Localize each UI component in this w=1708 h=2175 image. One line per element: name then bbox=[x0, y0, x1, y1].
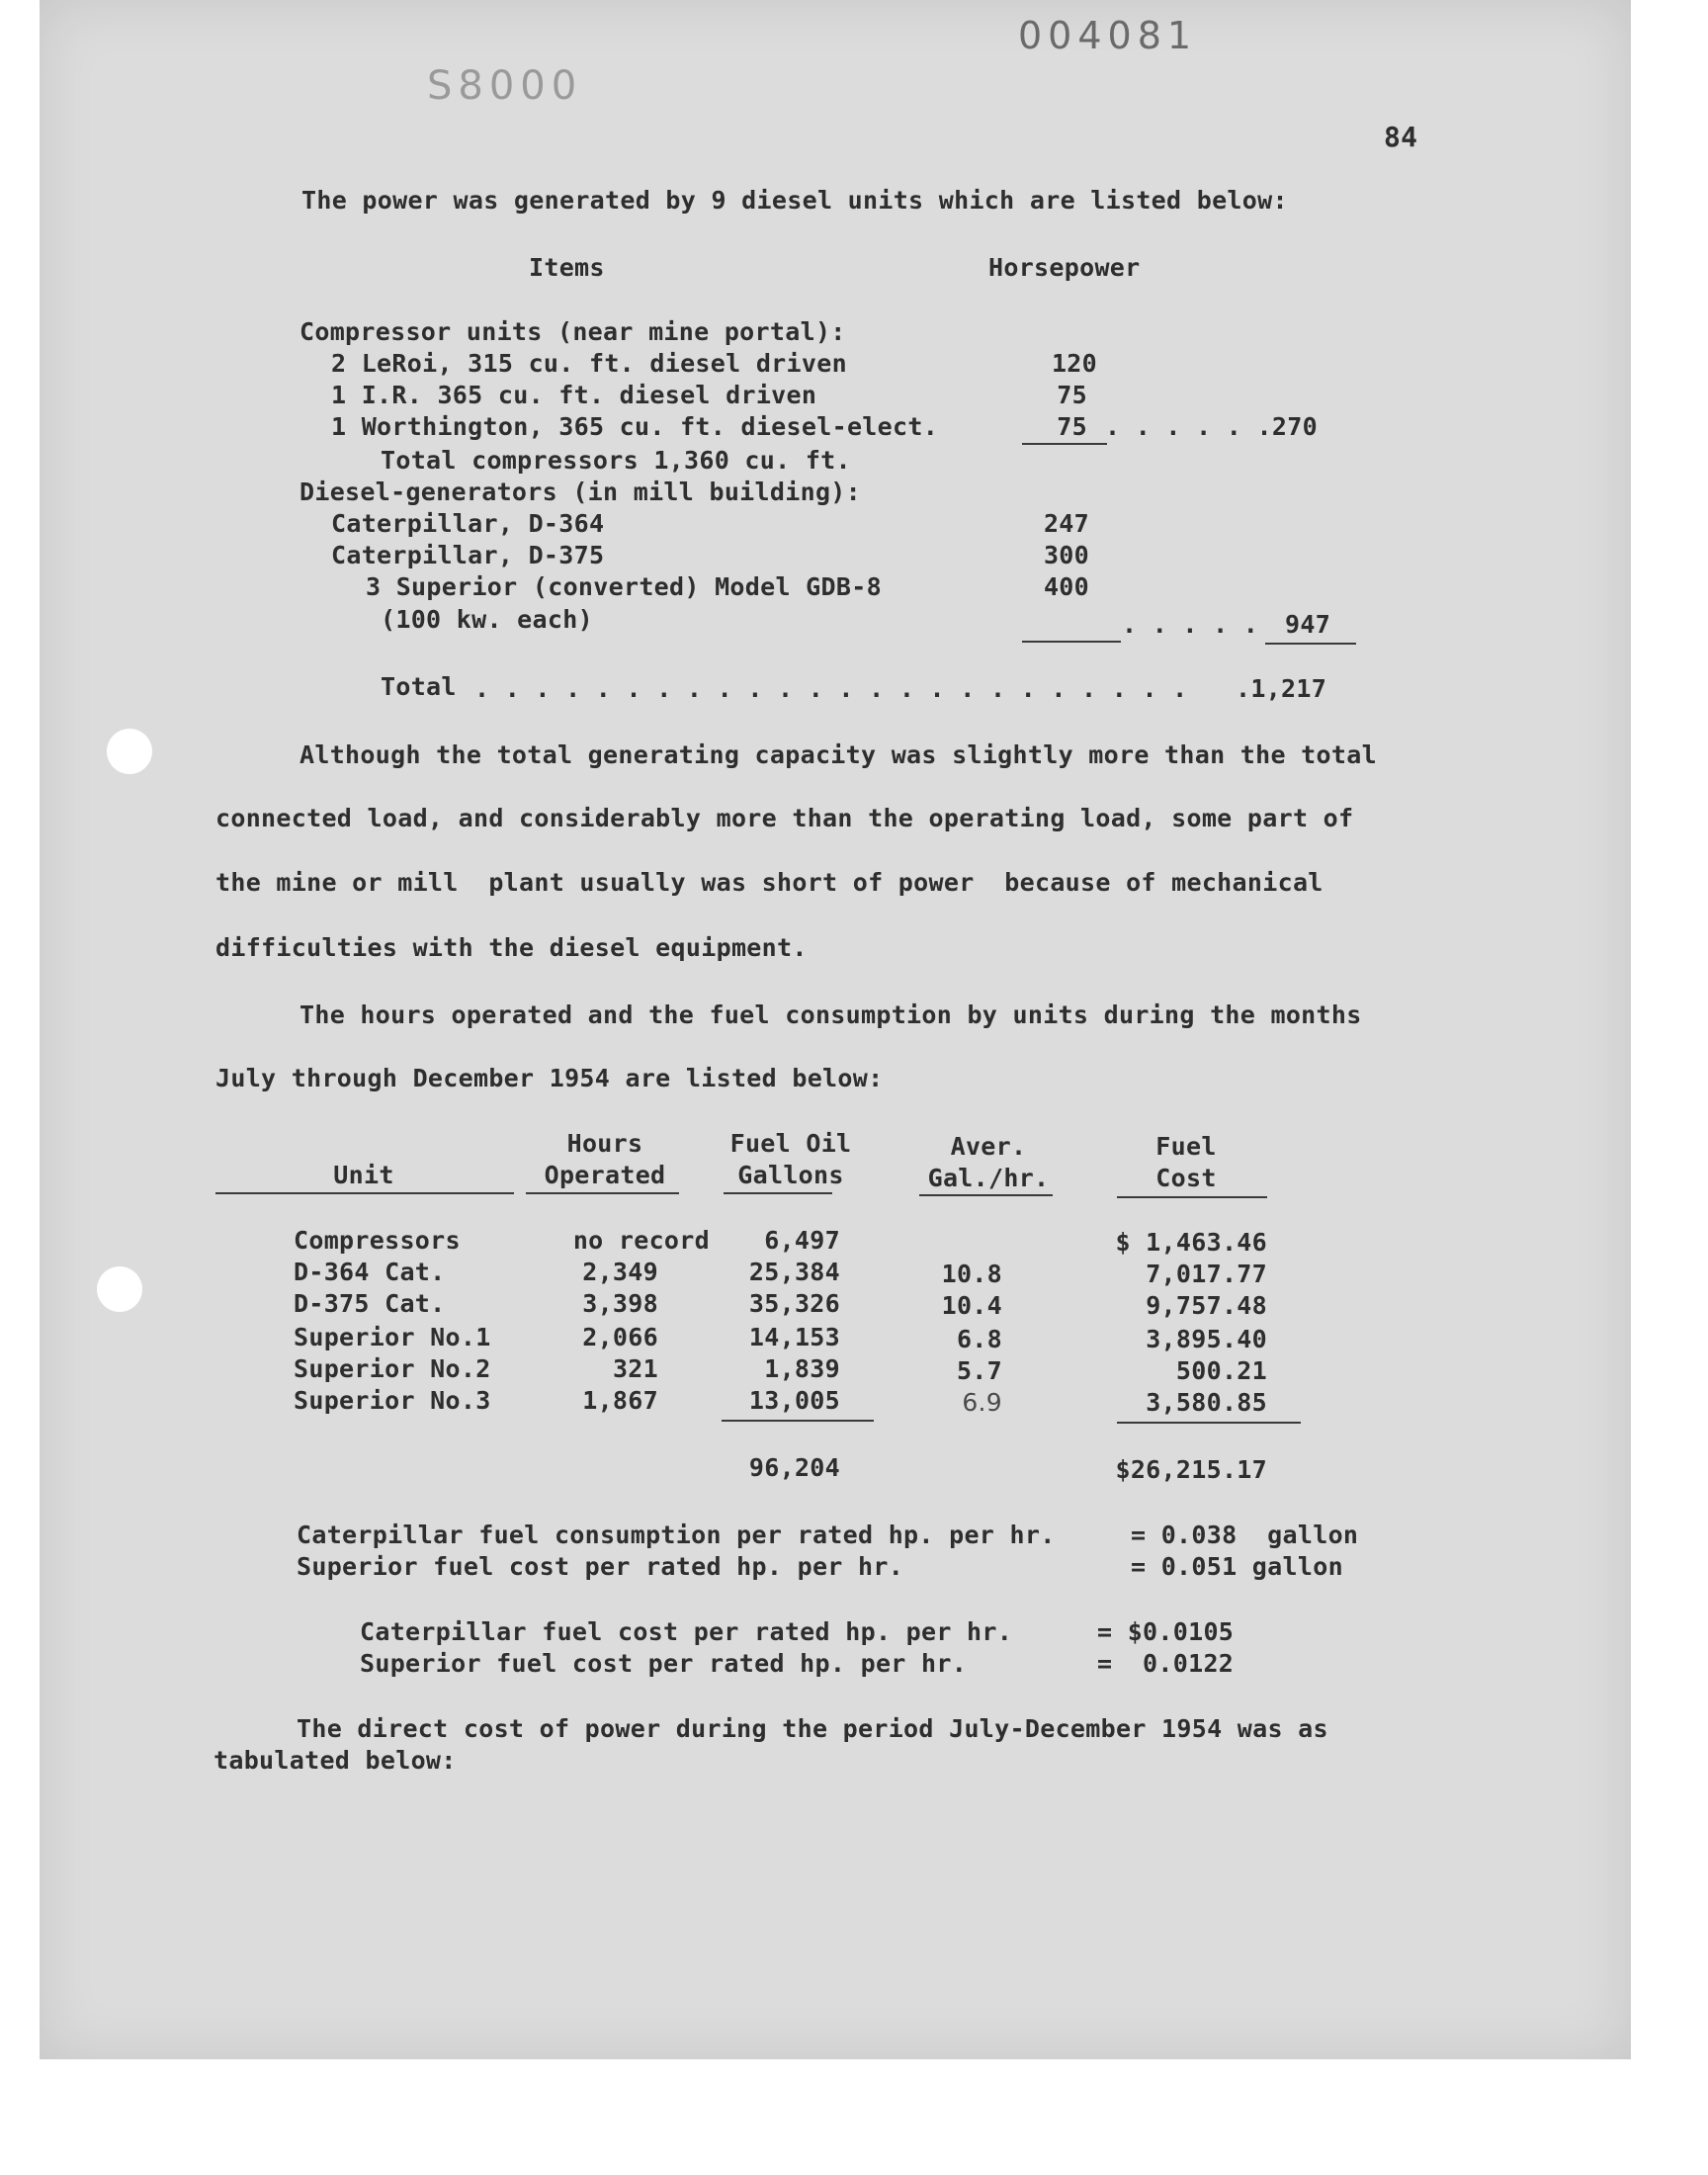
fuel-unit: D-364 Cat. bbox=[294, 1258, 446, 1286]
fuel-gallons: 1,839 bbox=[764, 1354, 840, 1383]
compressor-row-label: 1 Worthington, 365 cu. ft. diesel-elect. bbox=[331, 412, 939, 441]
fuel-gallons: 25,384 bbox=[748, 1258, 840, 1286]
generator-heading: Diesel-generators (in mill building): bbox=[299, 478, 861, 506]
compressor-row-hp: 75 bbox=[1057, 412, 1087, 441]
intro-text: The power was generated by 9 diesel units which are listed below: bbox=[301, 186, 1288, 215]
gallons-sum-underline bbox=[722, 1420, 874, 1422]
compressor-row-hp: 75 bbox=[1057, 381, 1087, 409]
generator-row-hp: 400 bbox=[1043, 572, 1089, 601]
page-number: 84 bbox=[1384, 121, 1418, 153]
total-cost: $26,215.17 bbox=[1115, 1455, 1267, 1484]
fuel-gallons: 14,153 bbox=[748, 1323, 840, 1351]
fuel-gallons: 35,326 bbox=[748, 1289, 840, 1318]
fuel-avg: 6.9 bbox=[962, 1388, 1002, 1417]
generator-subtotal-underline bbox=[1265, 643, 1356, 645]
punch-hole-bottom bbox=[97, 1266, 142, 1312]
fuel-avg: 6.8 bbox=[956, 1325, 1002, 1353]
fuel-header-gallons-2: Gallons bbox=[737, 1161, 844, 1189]
generator-row-label: Caterpillar, D-364 bbox=[331, 509, 605, 538]
fuel-header-underline-cost bbox=[1117, 1196, 1267, 1198]
compressor-total-note: Total compressors 1,360 cu. ft. bbox=[381, 446, 851, 475]
fuel-hours: 1,867 bbox=[582, 1386, 658, 1415]
generator-row-label: Caterpillar, D-375 bbox=[331, 541, 605, 569]
fuel-avg: 10.4 bbox=[941, 1291, 1002, 1320]
fuel-header-avg-2: Gal./hr. bbox=[927, 1164, 1050, 1192]
consumption-value: = 0.038 gallon bbox=[1131, 1521, 1359, 1549]
total-dots: . . . . . . . . . . . . . . . . . . . . . . . . bbox=[474, 674, 1188, 703]
fuel-hours: 3,398 bbox=[582, 1289, 658, 1318]
consumption-label: Caterpillar fuel consumption per rated hp. per hr. bbox=[297, 1521, 1056, 1549]
total-value: .1,217 bbox=[1236, 674, 1327, 703]
fuel-cost: 7,017.77 bbox=[1146, 1260, 1267, 1288]
generator-row-label: 3 Superior (converted) Model GDB-8 bbox=[366, 572, 882, 601]
cost-per-hp-value: = 0.0122 bbox=[1097, 1649, 1235, 1678]
fuel-cost: 500.21 bbox=[1175, 1356, 1267, 1385]
paragraph-line: Although the total generating capacity was slightly more than the total bbox=[299, 740, 1377, 769]
fuel-header-underline-avg bbox=[919, 1194, 1053, 1196]
fuel-cost: 3,580.85 bbox=[1146, 1388, 1267, 1417]
fuel-unit: Superior No.1 bbox=[294, 1323, 491, 1351]
closing-line: The direct cost of power during the period July-December 1954 was as bbox=[297, 1714, 1328, 1743]
compressor-row-hp: 120 bbox=[1051, 349, 1097, 378]
fuel-header-unit: Unit bbox=[333, 1161, 394, 1189]
fuel-header-hours-2: Operated bbox=[544, 1161, 666, 1189]
cost-per-hp-value: = $0.0105 bbox=[1097, 1617, 1235, 1646]
fuel-header-underline-unit bbox=[215, 1192, 514, 1194]
compressor-heading: Compressor units (near mine portal): bbox=[299, 317, 846, 346]
paragraph-line: connected load, and considerably more than the operating load, some part of bbox=[215, 804, 1354, 832]
generator-note: (100 kw. each) bbox=[381, 605, 593, 634]
fuel-header-underline-gallons bbox=[724, 1192, 832, 1194]
fuel-cost: 9,757.48 bbox=[1146, 1291, 1267, 1320]
fuel-header-hours-1: Hours bbox=[566, 1129, 643, 1158]
paragraph-line: The hours operated and the fuel consumption by units during the months bbox=[299, 1000, 1362, 1029]
fuel-gallons: 13,005 bbox=[748, 1386, 840, 1415]
compressor-row-label: 1 I.R. 365 cu. ft. diesel driven bbox=[331, 381, 817, 409]
fuel-unit: Superior No.3 bbox=[294, 1386, 491, 1415]
consumption-label: Superior fuel cost per rated hp. per hr. bbox=[297, 1552, 904, 1581]
stamp-number-top-right: 004081 bbox=[1018, 14, 1198, 57]
fuel-header-cost-2: Cost bbox=[1155, 1164, 1217, 1192]
fuel-header-cost-1: Fuel bbox=[1155, 1132, 1217, 1161]
horsepower-header: Horsepower bbox=[988, 253, 1141, 282]
fuel-hours: 2,066 bbox=[582, 1323, 658, 1351]
fuel-cost: 3,895.40 bbox=[1146, 1325, 1267, 1353]
cost-sum-underline bbox=[1117, 1422, 1301, 1424]
compressor-hp-underline bbox=[1022, 443, 1107, 445]
compressor-subtotal: . . . . . .270 bbox=[1105, 412, 1318, 441]
fuel-unit: Compressors bbox=[294, 1226, 461, 1255]
fuel-hours: no record bbox=[572, 1226, 710, 1255]
paragraph-line: July through December 1954 are listed below: bbox=[215, 1064, 884, 1092]
paragraph-line: the mine or mill plant usually was short of power because of mechanical bbox=[215, 868, 1324, 897]
paragraph-line: difficulties with the diesel equipment. bbox=[215, 933, 808, 962]
generator-row-hp: 247 bbox=[1043, 509, 1089, 538]
fuel-cost: $ 1,463.46 bbox=[1115, 1228, 1267, 1257]
generator-subtotal: 947 bbox=[1285, 610, 1331, 639]
punch-hole-top bbox=[107, 729, 152, 774]
fuel-hours: 321 bbox=[612, 1354, 658, 1383]
compressor-row-label: 2 LeRoi, 315 cu. ft. diesel driven bbox=[331, 349, 847, 378]
fuel-hours: 2,349 bbox=[582, 1258, 658, 1286]
generator-subtotal-dots: . . . . . bbox=[1122, 610, 1259, 639]
fuel-unit: D-375 Cat. bbox=[294, 1289, 446, 1318]
fuel-header-gallons-1: Fuel Oil bbox=[729, 1129, 852, 1158]
fuel-unit: Superior No.2 bbox=[294, 1354, 491, 1383]
cost-per-hp-label: Superior fuel cost per rated hp. per hr. bbox=[360, 1649, 968, 1678]
fuel-header-underline-hours bbox=[526, 1192, 679, 1194]
generator-hp-underline bbox=[1022, 641, 1121, 643]
total-label: Total bbox=[381, 672, 457, 701]
fuel-avg: 5.7 bbox=[956, 1356, 1002, 1385]
items-header: Items bbox=[529, 253, 605, 282]
generator-row-hp: 300 bbox=[1043, 541, 1089, 569]
consumption-value: = 0.051 gallon bbox=[1131, 1552, 1343, 1581]
fuel-header-avg-1: Aver. bbox=[950, 1132, 1027, 1161]
stamp-number-top-left: S8000 bbox=[427, 63, 583, 109]
cost-per-hp-label: Caterpillar fuel cost per rated hp. per hr. bbox=[360, 1617, 1013, 1646]
total-gallons: 96,204 bbox=[748, 1453, 840, 1482]
fuel-avg: 10.8 bbox=[941, 1260, 1002, 1288]
fuel-gallons: 6,497 bbox=[764, 1226, 840, 1255]
closing-line: tabulated below: bbox=[214, 1746, 457, 1775]
